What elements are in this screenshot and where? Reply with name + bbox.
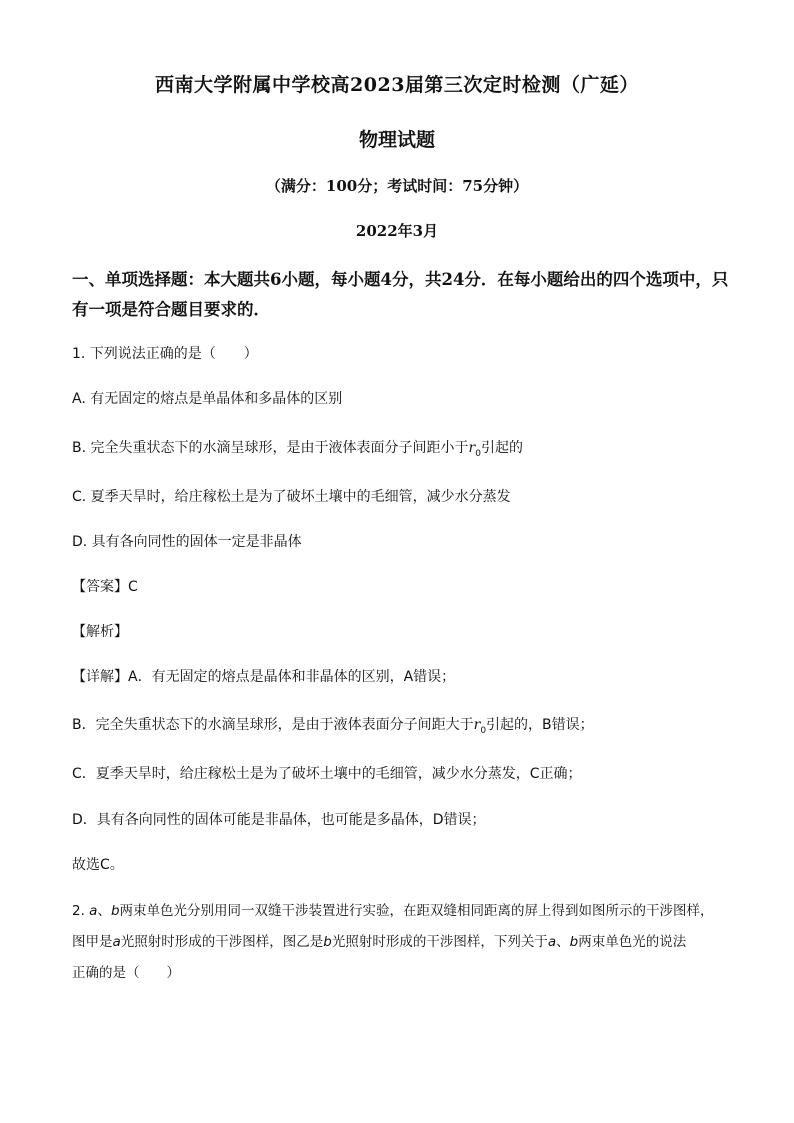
section-heading-line1: 一、单项选择题：本大题共6小题，每小题4分，共24分．在每小题给出的四个选项中，只 <box>72 270 729 289</box>
q2-line2-var-b: b <box>323 934 332 950</box>
detail-a: 【详解】A．有无固定的熔点是晶体和非晶体的区别，A错误； <box>72 669 456 685</box>
question-1-option-b <box>72 437 722 459</box>
exam-subject: 物理试题 <box>358 129 435 151</box>
question-1-option-c: C. 夏季天旱时，给庄稼松土是为了破坏土壤中的毛细管，减少水分蒸发 <box>72 489 511 505</box>
detail-r0-subscript: 0 <box>480 725 487 736</box>
r0-symbol: r <box>468 440 476 456</box>
q2-var-b: b <box>110 903 120 919</box>
q2-line2-mid2: 光照射时形成的干涉图样，下列关于 <box>331 934 548 950</box>
detail-b-text: B．完全失重状态下的水滴呈球形，是由于液体表面分子间距大于 <box>72 717 474 733</box>
question-1-option-a: A. 有无固定的熔点是单晶体和多晶体的区别 <box>72 391 343 407</box>
q2-line2-post: 两束单色光的说法 <box>578 934 687 950</box>
q2-line2-var-a2: a <box>547 934 557 950</box>
question-2-line2 <box>72 930 722 950</box>
conclusion: 故选C。 <box>72 857 124 873</box>
q2-number: 2. <box>72 903 90 919</box>
question-2-line1 <box>72 899 722 919</box>
option-b-text: B. 完全失重状态下的水滴呈球形，是由于液体表面分子间距小于 <box>72 440 469 456</box>
detail-b <box>72 714 722 736</box>
q2-line2-mid: 光照射时形成的干涉图样，图乙是 <box>120 934 324 950</box>
analysis-label: 【解析】 <box>72 624 128 640</box>
question-1-stem: 1. 下列说法正确的是（ ） <box>72 346 258 362</box>
q2-line2-sep: 、 <box>556 934 570 950</box>
q2-sep: 、 <box>97 903 111 919</box>
detail-c: C．夏季天旱时，给庄稼松土是为了破坏土壤中的毛细管，减少水分蒸发，C正确； <box>72 766 582 782</box>
q2-var-a: a <box>89 903 98 919</box>
detail-r0-symbol: r <box>473 717 481 733</box>
question-2-line3: 正确的是（ ） <box>72 965 180 981</box>
exam-info: （满分：100分；考试时间：75分钟） <box>265 177 529 195</box>
r0-subscript: 0 <box>475 448 481 459</box>
option-b-suffix: 引起的 <box>480 440 523 456</box>
answer-line <box>72 576 722 596</box>
answer-label: 【答案】 <box>72 579 128 595</box>
exam-title: 西南大学附属中学校高2023届第三次定时检测（广延） <box>155 74 639 96</box>
q2-line1-text: 两束单色光分别用同一双缝干涉装置进行实验，在距双缝相同距离的屏上得到如图所示的干涉图样， <box>119 903 714 919</box>
section-heading-line2: 有一项是符合题目要求的． <box>72 300 270 319</box>
q2-line2-var-b2: b <box>569 934 579 950</box>
question-1-option-d: D. 具有各向同性的固体一定是非晶体 <box>72 534 302 550</box>
q2-line2-pre: 图甲是 <box>72 934 113 950</box>
detail-d: D．具有各向同性的固体可能是非晶体，也可能是多晶体，D错误； <box>72 812 486 828</box>
q2-line2-var-a: a <box>112 934 121 950</box>
detail-b-suffix: 引起的，B错误； <box>486 717 594 733</box>
exam-date: 2022年3月 <box>355 222 439 240</box>
answer-value: C <box>128 579 138 595</box>
